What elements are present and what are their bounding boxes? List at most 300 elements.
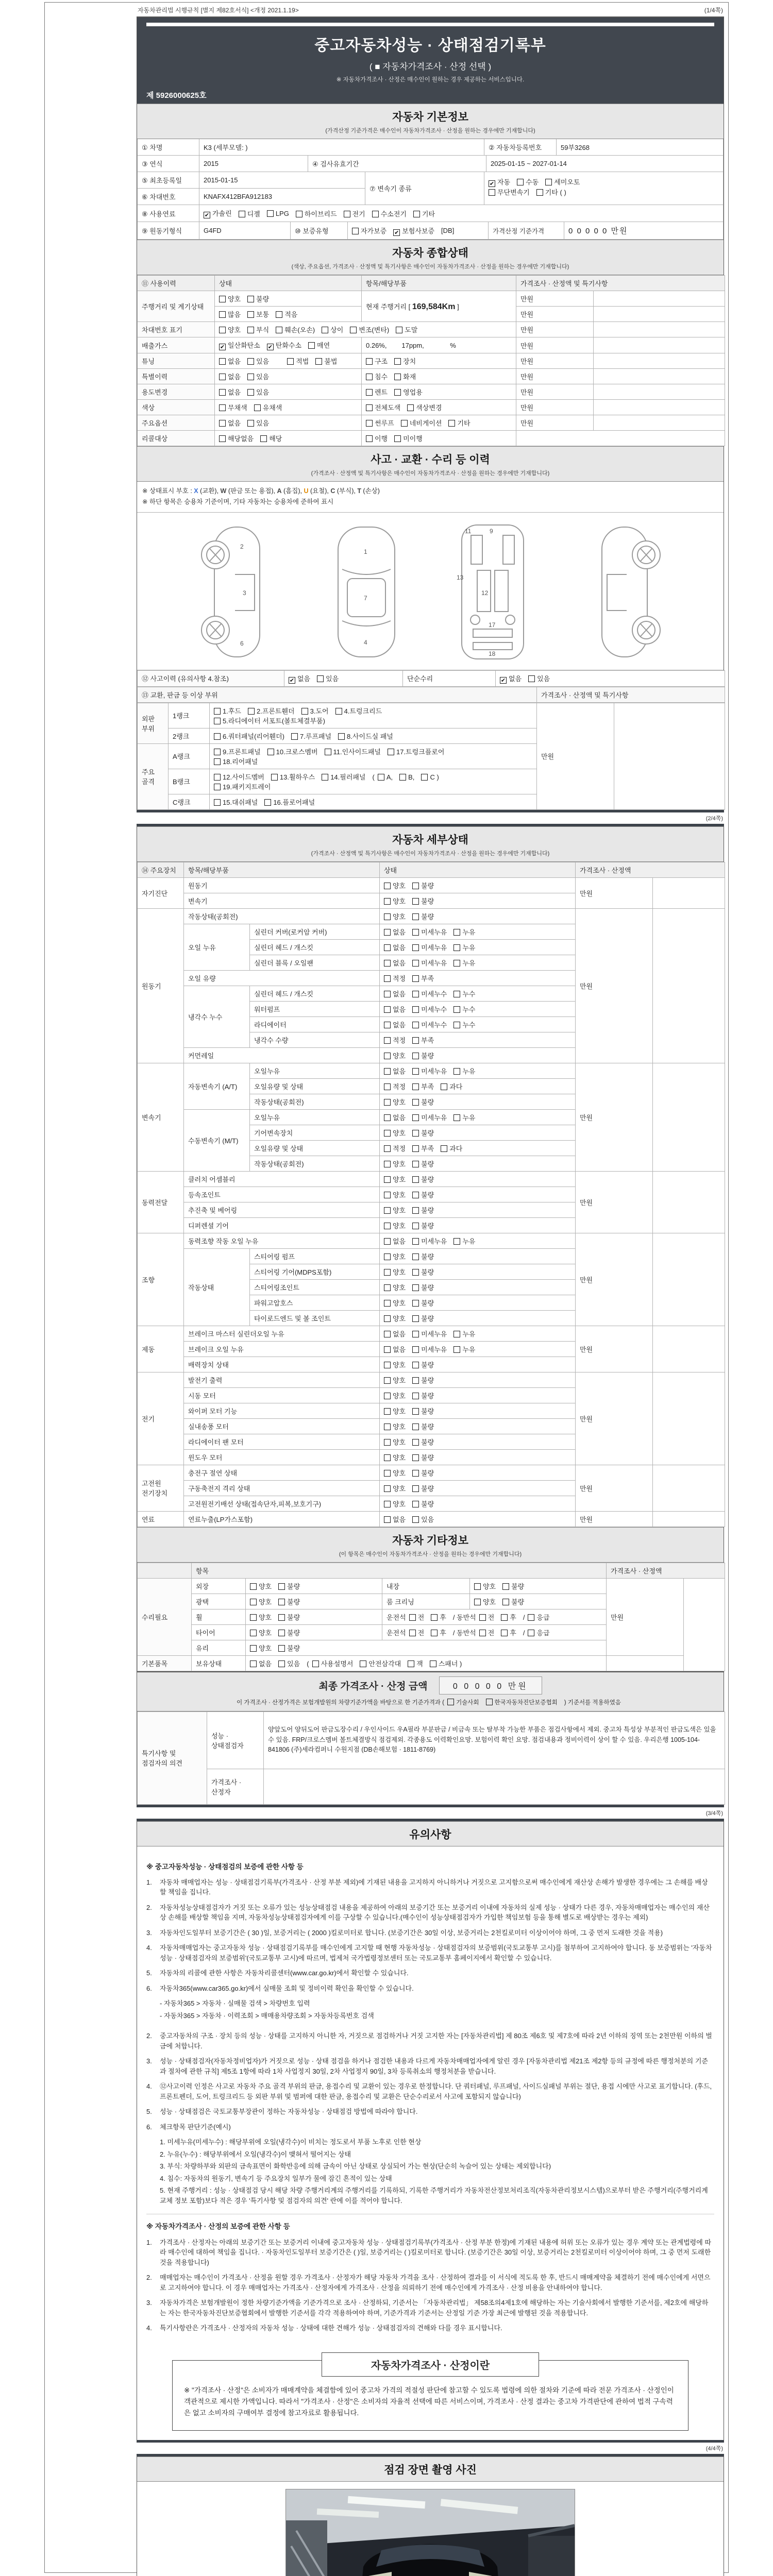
notice-item-number: 5. bbox=[146, 1969, 152, 1977]
checkbox-unchecked[interactable] bbox=[247, 420, 254, 427]
checkbox-label: 부족 bbox=[421, 1082, 434, 1091]
checkbox-unchecked[interactable] bbox=[384, 1408, 391, 1415]
checkbox-unchecked[interactable] bbox=[384, 1362, 391, 1368]
notice-item bbox=[146, 1943, 714, 1963]
checkbox-checked[interactable]: ✔ bbox=[289, 677, 295, 684]
checkbox-unchecked[interactable] bbox=[412, 1362, 419, 1368]
checkbox-unchecked[interactable] bbox=[412, 913, 419, 920]
checkbox-checked[interactable]: ✔ bbox=[220, 344, 225, 350]
checkbox-unchecked[interactable] bbox=[260, 435, 267, 442]
checkbox-unchecked[interactable] bbox=[219, 389, 226, 396]
section-title: 사고 · 교환 · 수리 등 이력 bbox=[371, 454, 490, 466]
checkbox-unchecked[interactable] bbox=[412, 1207, 419, 1214]
checkbox-checked[interactable]: ✔ bbox=[489, 181, 495, 187]
checkbox-unchecked[interactable] bbox=[384, 1300, 391, 1307]
checkbox-unchecked[interactable] bbox=[219, 296, 226, 302]
status-cell bbox=[380, 1202, 576, 1217]
checkbox-unchecked[interactable] bbox=[214, 749, 221, 755]
option bbox=[384, 927, 406, 937]
exchange-price-header: 가격조사 · 산정액 및 특기사항 bbox=[537, 687, 725, 702]
checkbox-unchecked[interactable] bbox=[366, 374, 373, 380]
checkbox-unchecked[interactable] bbox=[287, 358, 294, 365]
checkbox-unchecked[interactable] bbox=[219, 358, 226, 365]
basic-items-status bbox=[246, 1655, 607, 1671]
section-summary-header bbox=[137, 240, 724, 275]
checkbox-unchecked[interactable] bbox=[453, 1114, 460, 1121]
checkbox-unchecked[interactable] bbox=[276, 311, 282, 318]
checkbox-unchecked[interactable] bbox=[219, 374, 226, 380]
checkbox-label: 없음 bbox=[393, 943, 406, 952]
checkbox-unchecked[interactable] bbox=[384, 1331, 391, 1337]
checkbox-unchecked[interactable] bbox=[384, 1315, 391, 1322]
option bbox=[384, 1437, 406, 1447]
checkbox-unchecked[interactable] bbox=[278, 1583, 285, 1590]
checkbox-unchecked[interactable] bbox=[394, 374, 401, 380]
checkbox-label: 없음 bbox=[393, 1021, 406, 1029]
checkbox-unchecked[interactable] bbox=[384, 1068, 391, 1075]
option bbox=[407, 402, 442, 412]
checkbox-unchecked[interactable] bbox=[384, 1470, 391, 1477]
checkbox-unchecked[interactable] bbox=[412, 1006, 419, 1013]
checkbox-unchecked[interactable] bbox=[322, 774, 328, 781]
option bbox=[412, 1174, 434, 1184]
checkbox-unchecked[interactable] bbox=[412, 929, 419, 936]
checkbox-unchecked[interactable] bbox=[412, 1300, 419, 1307]
checkbox-unchecked[interactable] bbox=[384, 1099, 391, 1106]
checkbox-unchecked[interactable] bbox=[384, 1423, 391, 1430]
option bbox=[412, 1050, 434, 1060]
checkbox-unchecked[interactable] bbox=[412, 944, 419, 951]
checkbox-unchecked[interactable] bbox=[214, 733, 221, 740]
checkbox-unchecked[interactable] bbox=[421, 774, 428, 781]
checkbox-unchecked[interactable] bbox=[250, 1660, 257, 1667]
checkbox-unchecked[interactable] bbox=[412, 1269, 419, 1276]
checkbox-unchecked[interactable] bbox=[384, 1377, 391, 1384]
checkbox-unchecked[interactable] bbox=[384, 1022, 391, 1028]
checkbox-unchecked[interactable] bbox=[384, 1006, 391, 1013]
checkbox-unchecked[interactable] bbox=[384, 1501, 391, 1507]
checkbox-unchecked[interactable] bbox=[384, 991, 391, 997]
checkbox-unchecked[interactable] bbox=[474, 1599, 481, 1605]
checkbox-unchecked[interactable] bbox=[453, 991, 460, 997]
checkbox-unchecked[interactable] bbox=[453, 1006, 460, 1013]
checkbox-unchecked[interactable] bbox=[412, 1176, 419, 1183]
checkbox-unchecked[interactable] bbox=[366, 358, 373, 365]
detail-cell: 냉각수 누수 bbox=[184, 986, 250, 1047]
checkbox-unchecked[interactable] bbox=[352, 228, 359, 234]
option bbox=[278, 1597, 300, 1606]
checkbox-unchecked[interactable] bbox=[412, 1377, 419, 1384]
usage-items bbox=[362, 384, 516, 400]
detail-cell: 등속조인트 bbox=[184, 1187, 380, 1202]
checkbox-unchecked[interactable] bbox=[214, 799, 221, 806]
option bbox=[412, 1298, 434, 1308]
checkbox-unchecked[interactable] bbox=[408, 1660, 414, 1667]
checkbox-label: 기타 bbox=[422, 210, 435, 218]
checkbox-unchecked[interactable] bbox=[384, 1207, 391, 1214]
checkbox-unchecked[interactable] bbox=[350, 327, 357, 333]
option bbox=[474, 1581, 496, 1591]
checkbox-unchecked[interactable] bbox=[448, 420, 455, 427]
checkbox-unchecked[interactable] bbox=[250, 1599, 257, 1605]
checkbox-unchecked[interactable] bbox=[378, 774, 384, 781]
checkbox-unchecked[interactable] bbox=[250, 1645, 257, 1652]
rankC-items bbox=[210, 794, 537, 809]
price-unit: 만원 bbox=[576, 1326, 653, 1372]
option bbox=[394, 356, 416, 366]
option bbox=[384, 1066, 406, 1076]
checkbox-unchecked[interactable] bbox=[308, 342, 315, 349]
checkbox-unchecked[interactable] bbox=[412, 1439, 419, 1446]
checkbox-unchecked[interactable] bbox=[214, 708, 221, 715]
notice-item-text: 특기사항란은 가격조사 · 산정자의 자동차 성능 · 상태에 대한 견해가 성능 · 상태점검자의 견해와 다를 경우 표시합니다. bbox=[160, 2324, 502, 2332]
checkbox-unchecked[interactable] bbox=[412, 1315, 419, 1322]
checkbox-unchecked[interactable] bbox=[412, 1423, 419, 1430]
checkbox-unchecked[interactable] bbox=[413, 211, 420, 217]
checkbox-unchecked[interactable] bbox=[278, 1660, 285, 1667]
checkbox-unchecked[interactable] bbox=[214, 774, 221, 781]
checkbox-unchecked[interactable] bbox=[394, 358, 401, 365]
notice-item bbox=[146, 2081, 714, 2102]
rank2-items bbox=[210, 728, 537, 743]
checkbox-unchecked[interactable] bbox=[247, 389, 254, 396]
checkbox-unchecked[interactable] bbox=[453, 1022, 460, 1028]
checkbox-label: 미세누수 bbox=[421, 1005, 447, 1013]
checkbox-unchecked[interactable] bbox=[315, 358, 322, 365]
option bbox=[453, 1329, 475, 1338]
checkbox-unchecked[interactable] bbox=[502, 1583, 509, 1590]
checkbox-unchecked[interactable] bbox=[384, 1439, 391, 1446]
checkbox-checked[interactable]: ✔ bbox=[267, 344, 273, 350]
checkbox-checked[interactable]: ✔ bbox=[394, 229, 399, 236]
checkbox-unchecked[interactable] bbox=[214, 784, 221, 790]
option bbox=[219, 309, 241, 319]
diagram-label-quarter: 6 bbox=[240, 639, 244, 647]
checkbox-checked[interactable]: ✔ bbox=[500, 677, 506, 684]
checkbox-unchecked[interactable] bbox=[536, 189, 543, 196]
price-unit: 만원 bbox=[576, 1063, 653, 1171]
checkbox-unchecked[interactable] bbox=[479, 1614, 486, 1621]
checkbox-unchecked[interactable] bbox=[412, 1037, 419, 1044]
checkbox-unchecked[interactable] bbox=[384, 1192, 391, 1198]
checkbox-unchecked[interactable] bbox=[254, 404, 261, 411]
checkbox-unchecked[interactable] bbox=[219, 420, 226, 427]
checkbox-unchecked[interactable] bbox=[247, 327, 254, 333]
checkbox-unchecked[interactable] bbox=[486, 1699, 493, 1705]
checkbox-unchecked[interactable] bbox=[338, 733, 345, 740]
option bbox=[366, 433, 388, 443]
checkbox-unchecked[interactable] bbox=[384, 1053, 391, 1059]
table-row bbox=[138, 1711, 725, 1769]
checkbox-unchecked[interactable] bbox=[312, 1660, 319, 1667]
option bbox=[384, 1081, 406, 1091]
option-text: [DB] bbox=[441, 227, 455, 234]
checkbox-unchecked[interactable] bbox=[412, 1223, 419, 1229]
checkbox-unchecked[interactable] bbox=[366, 420, 373, 427]
checkbox-unchecked[interactable] bbox=[412, 1346, 419, 1353]
checkbox-unchecked[interactable] bbox=[412, 1130, 419, 1137]
checkbox-unchecked[interactable] bbox=[412, 1485, 419, 1492]
checkbox-unchecked[interactable] bbox=[219, 404, 226, 411]
checkbox-unchecked[interactable] bbox=[384, 1253, 391, 1260]
checkbox-unchecked[interactable] bbox=[501, 1630, 508, 1636]
checkbox-unchecked[interactable] bbox=[384, 1269, 391, 1276]
checkbox-unchecked[interactable] bbox=[384, 1176, 391, 1183]
notice-item-text: ⑫사고이력 인정은 사고로 자동차 주요 골격 부위의 판금, 용접수리 및 교환이 있는 경우로 한정합니다. 단 쿼터패널, 루프패널, 사이드실패널 부위는 절단, 용접 시에만 사고로 표기합니다. (후드, 프론트펜더, 도어, 트렁크리드 등 외판 부위 및 범퍼에 대한 판금, 용접수리 및 교환은 단순수리로서 사고에 포함되지 않습니다) bbox=[160, 2082, 712, 2100]
checkbox-unchecked[interactable] bbox=[219, 435, 226, 442]
checkbox-unchecked[interactable] bbox=[248, 708, 255, 715]
checkbox-unchecked[interactable] bbox=[394, 435, 401, 442]
checkbox-unchecked[interactable] bbox=[344, 211, 350, 217]
checkbox-unchecked[interactable] bbox=[412, 1192, 419, 1198]
option bbox=[264, 797, 315, 807]
checkbox-unchecked[interactable] bbox=[247, 311, 254, 318]
checkbox-unchecked[interactable] bbox=[401, 420, 408, 427]
checkbox-label: 없음 bbox=[297, 674, 311, 683]
option bbox=[479, 1612, 495, 1622]
checkbox-label: 없음 bbox=[393, 1515, 406, 1523]
price-unit: 만원 bbox=[576, 1465, 653, 1511]
checkbox-unchecked[interactable] bbox=[278, 1630, 285, 1636]
section-title: 점검 장면 촬영 사진 bbox=[384, 2464, 477, 2477]
checkbox-unchecked[interactable] bbox=[394, 389, 401, 396]
checkbox-unchecked[interactable] bbox=[453, 1346, 460, 1353]
checkbox-unchecked[interactable] bbox=[384, 1516, 391, 1523]
checkbox-unchecked[interactable] bbox=[412, 1053, 419, 1059]
checkbox-unchecked[interactable] bbox=[301, 708, 308, 715]
legend-part: ※ 상태표시 부호 : bbox=[142, 487, 194, 495]
checkbox-unchecked[interactable] bbox=[384, 1145, 391, 1152]
legend-part: (교환), bbox=[198, 487, 221, 495]
checkbox-label: 불량 bbox=[511, 1582, 525, 1590]
checkbox-unchecked[interactable] bbox=[247, 374, 254, 380]
checkbox-unchecked[interactable] bbox=[412, 1331, 419, 1337]
checkbox-label: 양호 bbox=[393, 1469, 406, 1477]
checkbox-label: 세미오토 bbox=[554, 178, 580, 186]
checkbox-unchecked[interactable] bbox=[441, 1145, 447, 1152]
checkbox-unchecked[interactable] bbox=[412, 1516, 419, 1523]
checkbox-unchecked[interactable] bbox=[407, 404, 414, 411]
checkbox-unchecked[interactable] bbox=[325, 749, 331, 755]
checkbox-unchecked[interactable] bbox=[412, 1470, 419, 1477]
checkbox-unchecked[interactable] bbox=[431, 1614, 438, 1621]
checkbox-unchecked[interactable] bbox=[384, 1393, 391, 1399]
checkbox-unchecked[interactable] bbox=[250, 1583, 257, 1590]
checkbox-unchecked[interactable] bbox=[431, 1630, 438, 1636]
checkbox-unchecked[interactable] bbox=[388, 749, 394, 755]
checkbox-unchecked[interactable] bbox=[501, 1614, 508, 1621]
checkbox-unchecked[interactable] bbox=[412, 1253, 419, 1260]
option bbox=[384, 1190, 406, 1199]
price-blank bbox=[653, 1233, 725, 1326]
checkbox-unchecked[interactable] bbox=[247, 296, 254, 302]
checkbox-unchecked[interactable] bbox=[384, 913, 391, 920]
checkbox-unchecked[interactable] bbox=[384, 1161, 391, 1167]
checkbox-unchecked[interactable] bbox=[396, 327, 402, 333]
checkbox-unchecked[interactable] bbox=[264, 799, 271, 806]
checkbox-unchecked[interactable] bbox=[453, 1331, 460, 1337]
checkbox-unchecked[interactable] bbox=[317, 675, 324, 682]
checkbox-unchecked[interactable] bbox=[267, 749, 274, 755]
checkbox-unchecked[interactable] bbox=[250, 1630, 257, 1636]
notice-item bbox=[146, 1984, 714, 1994]
checkbox-unchecked[interactable] bbox=[384, 1485, 391, 1492]
checkbox-unchecked[interactable] bbox=[384, 1284, 391, 1291]
checkbox-unchecked[interactable] bbox=[412, 975, 419, 982]
section-etc-header bbox=[137, 1527, 724, 1563]
checkbox-unchecked[interactable] bbox=[366, 389, 373, 396]
table-row bbox=[138, 415, 725, 431]
tuning-label: 튜닝 bbox=[138, 353, 215, 369]
checkbox-unchecked[interactable] bbox=[412, 883, 419, 889]
checkbox-unchecked[interactable] bbox=[453, 944, 460, 951]
checkbox-unchecked[interactable] bbox=[384, 1083, 391, 1090]
checkbox-unchecked[interactable] bbox=[384, 1454, 391, 1461]
option bbox=[384, 1035, 406, 1045]
checkbox-unchecked[interactable] bbox=[384, 944, 391, 951]
option-text: / bbox=[523, 1629, 525, 1637]
checkbox-unchecked[interactable] bbox=[239, 211, 245, 217]
checkbox-checked[interactable]: ✔ bbox=[204, 212, 210, 218]
price-unit: 만원 bbox=[576, 1511, 653, 1527]
notice-item-text: 중고자동차의 구조 · 장치 등의 성능 · 상태를 고지하지 아니한 자, 거짓으로 점검하거나 거짓 고지한 자는 [자동차관리법] 제 80조 제6호 및 제7호에 따라 2년 이하의 징역 또는 2천만원 이하의 벌금에 처합니다. bbox=[160, 2032, 712, 2050]
checkbox-unchecked[interactable] bbox=[276, 327, 282, 333]
checkbox-unchecked[interactable] bbox=[412, 991, 419, 997]
detail-cell: 실린더 커버(로커암 커버) bbox=[250, 924, 380, 939]
checkbox-unchecked[interactable] bbox=[502, 1599, 509, 1605]
checkbox-label: 15.대쉬패널 bbox=[223, 798, 258, 806]
checkbox-unchecked[interactable] bbox=[412, 1099, 419, 1106]
checkbox-unchecked[interactable] bbox=[250, 1614, 257, 1621]
checkbox-unchecked[interactable] bbox=[247, 358, 254, 365]
checkbox-unchecked[interactable] bbox=[360, 1660, 366, 1667]
checkbox-unchecked[interactable] bbox=[384, 898, 391, 905]
checkbox-unchecked[interactable] bbox=[412, 1022, 419, 1028]
checkbox-unchecked[interactable] bbox=[384, 1037, 391, 1044]
checkbox-unchecked[interactable] bbox=[366, 435, 373, 442]
checkbox-unchecked[interactable] bbox=[453, 1068, 460, 1075]
checkbox-unchecked[interactable] bbox=[412, 1393, 419, 1399]
price-unit: 만원 bbox=[516, 337, 594, 353]
detail-cell: 와이퍼 모터 기능 bbox=[184, 1403, 380, 1418]
checkbox-label: 상이 bbox=[330, 326, 344, 334]
checkbox-unchecked[interactable] bbox=[219, 311, 226, 318]
checkbox-label: 매연 bbox=[317, 342, 330, 349]
detail-cell: 추진축 및 베어링 bbox=[184, 1202, 380, 1217]
checkbox-label: 양호 bbox=[393, 912, 406, 921]
checkbox-unchecked[interactable] bbox=[219, 327, 226, 333]
diagram-label-front-fender: 2 bbox=[240, 543, 244, 550]
checkbox-unchecked[interactable] bbox=[528, 1630, 534, 1636]
checkbox-unchecked[interactable] bbox=[267, 210, 274, 217]
option bbox=[250, 1597, 272, 1606]
checkbox-unchecked[interactable] bbox=[384, 1238, 391, 1245]
checkbox-unchecked[interactable] bbox=[412, 960, 419, 967]
table-row bbox=[138, 1769, 725, 1804]
checkbox-unchecked[interactable] bbox=[447, 1699, 454, 1705]
checkbox-label: 5.라디에이터 서포트(볼트체결부품) bbox=[223, 717, 325, 725]
checkbox-unchecked[interactable] bbox=[384, 1114, 391, 1121]
checkbox-unchecked[interactable] bbox=[453, 960, 460, 967]
checkbox-unchecked[interactable] bbox=[528, 675, 535, 682]
checkbox-unchecked[interactable] bbox=[214, 718, 221, 724]
checkbox-unchecked[interactable] bbox=[291, 733, 298, 740]
checkbox-unchecked[interactable] bbox=[412, 1454, 419, 1461]
checkbox-unchecked[interactable] bbox=[384, 1130, 391, 1137]
checkbox-unchecked[interactable] bbox=[372, 211, 379, 217]
checkbox-unchecked[interactable] bbox=[409, 1614, 416, 1621]
checkbox-label: 응급 bbox=[536, 1629, 550, 1637]
checkbox-unchecked[interactable] bbox=[412, 1501, 419, 1507]
status-cell bbox=[380, 1326, 576, 1341]
col-item: 항목/해당부품 bbox=[184, 862, 380, 877]
checkbox-unchecked[interactable] bbox=[412, 1161, 419, 1167]
checkbox-unchecked[interactable] bbox=[412, 1284, 419, 1291]
detail-cell: 워터펌프 bbox=[250, 1001, 380, 1016]
checkbox-unchecked[interactable] bbox=[322, 327, 328, 333]
checkbox-unchecked[interactable] bbox=[335, 708, 342, 715]
checkbox-unchecked[interactable] bbox=[474, 1583, 481, 1590]
section-accident-header bbox=[137, 446, 724, 482]
detail-cell: 오일누유 bbox=[250, 1063, 380, 1078]
section-note: (가격산정 기준가격은 매수인이 자동차가격조사 · 산정을 원하는 경우에만 기재합니다) bbox=[325, 128, 535, 134]
checkbox-unchecked[interactable] bbox=[278, 1614, 285, 1621]
checkbox-unchecked[interactable] bbox=[384, 1346, 391, 1353]
checkbox-unchecked[interactable] bbox=[412, 898, 419, 905]
option bbox=[247, 294, 269, 303]
checkbox-unchecked[interactable] bbox=[384, 960, 391, 967]
checkbox-unchecked[interactable] bbox=[384, 975, 391, 982]
checkbox-unchecked[interactable] bbox=[528, 1614, 534, 1621]
option bbox=[247, 356, 269, 366]
checkbox-unchecked[interactable] bbox=[412, 1408, 419, 1415]
checkbox-unchecked[interactable] bbox=[384, 929, 391, 936]
checkbox-unchecked[interactable] bbox=[412, 1114, 419, 1121]
notice-item bbox=[146, 2323, 714, 2333]
checkbox-unchecked[interactable] bbox=[430, 1660, 436, 1667]
checkbox-unchecked[interactable] bbox=[409, 1630, 416, 1636]
option bbox=[384, 911, 406, 921]
checkbox-unchecked[interactable] bbox=[384, 883, 391, 889]
checkbox-unchecked[interactable] bbox=[412, 1238, 419, 1245]
checkbox-unchecked[interactable] bbox=[399, 774, 406, 781]
checkbox-unchecked[interactable] bbox=[441, 1083, 447, 1090]
checkbox-label: 불량 bbox=[421, 1407, 434, 1415]
table-row bbox=[138, 384, 725, 400]
checkbox-unchecked[interactable] bbox=[366, 404, 373, 411]
checkbox-unchecked[interactable] bbox=[517, 179, 524, 185]
option bbox=[384, 1468, 406, 1478]
checkbox-unchecked[interactable] bbox=[412, 1083, 419, 1090]
checkbox-unchecked[interactable] bbox=[412, 1145, 419, 1152]
checkbox-unchecked[interactable] bbox=[296, 211, 303, 217]
checkbox-unchecked[interactable] bbox=[545, 179, 552, 185]
checkbox-unchecked[interactable] bbox=[271, 774, 278, 781]
checkbox-label: 양호 bbox=[393, 1376, 406, 1384]
checkbox-label: 해당없음 bbox=[228, 435, 254, 443]
checkbox-unchecked[interactable] bbox=[489, 189, 495, 196]
checkbox-unchecked[interactable] bbox=[453, 929, 460, 936]
option bbox=[267, 747, 318, 756]
checkbox-unchecked[interactable] bbox=[453, 1238, 460, 1245]
checkbox-unchecked[interactable] bbox=[278, 1599, 285, 1605]
checkbox-unchecked[interactable] bbox=[412, 1068, 419, 1075]
checkbox-unchecked[interactable] bbox=[278, 1645, 285, 1652]
checkbox-unchecked[interactable] bbox=[479, 1630, 486, 1636]
option bbox=[384, 1020, 406, 1029]
checkbox-unchecked[interactable] bbox=[384, 1223, 391, 1229]
checkbox-unchecked[interactable] bbox=[214, 758, 221, 765]
